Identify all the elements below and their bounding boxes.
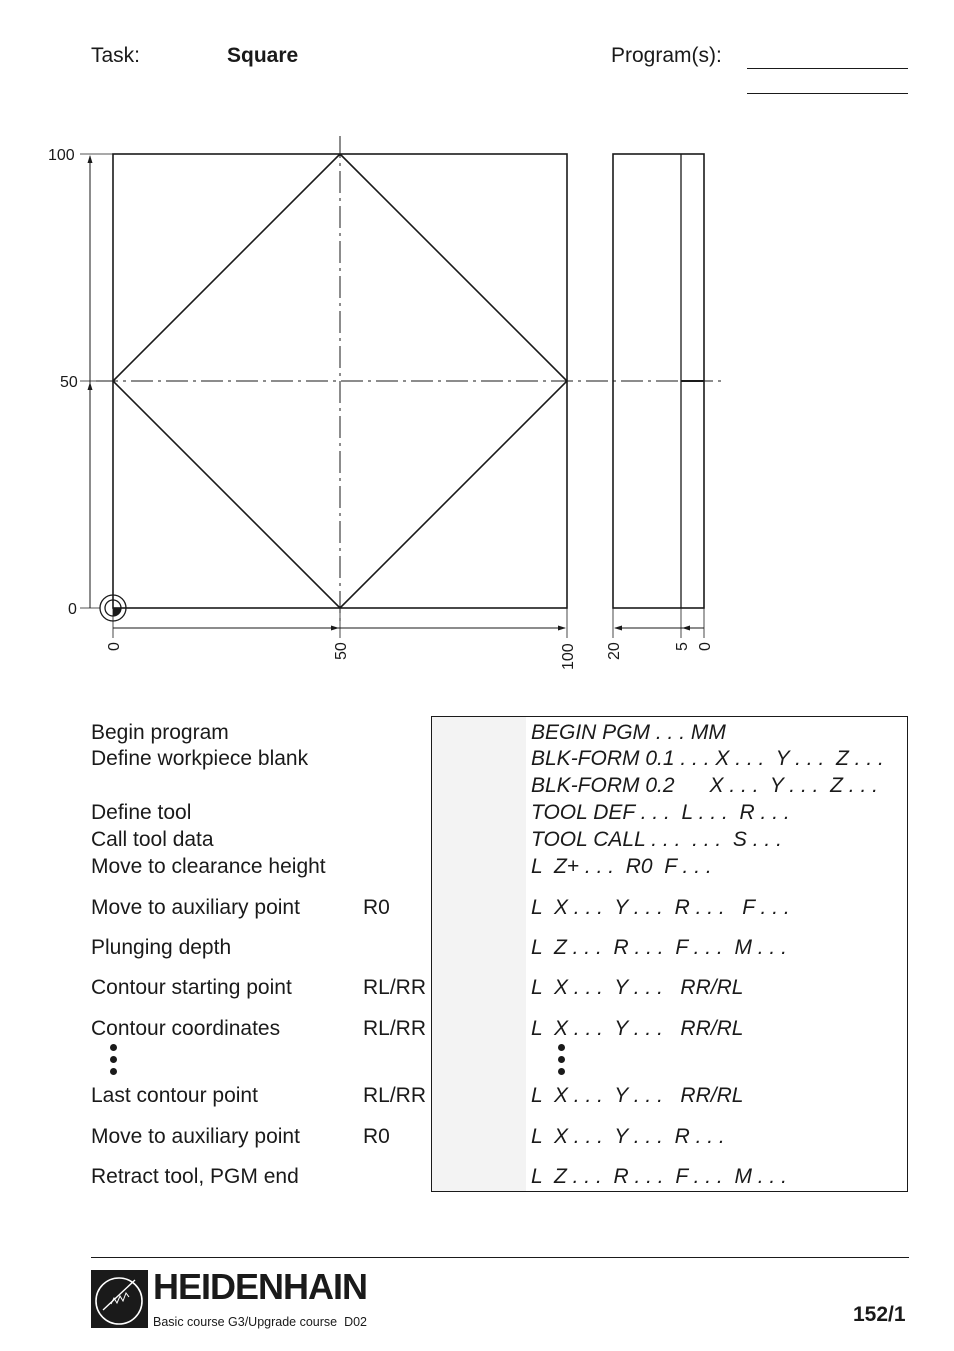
step-label: Define workpiece blank (91, 747, 309, 770)
task-label: Task: (91, 44, 141, 67)
task-value: Square (227, 44, 299, 67)
program-blank-1 (747, 68, 908, 69)
technical-drawing (0, 120, 954, 680)
step-compensation: R0 (363, 1125, 390, 1148)
x-label-0: 0 (106, 642, 123, 651)
step-code: BEGIN PGM . . . MM (531, 721, 726, 744)
step-code: L X . . . Y . . . RR/RL (531, 1084, 744, 1107)
step-code: L Z+ . . . R0 F . . . (531, 855, 712, 878)
course-info (153, 1315, 367, 1329)
page-number: 152/1 (853, 1303, 906, 1326)
heidenhain-logo-icon (91, 1270, 148, 1328)
x-label-50: 50 (333, 642, 350, 660)
step-code: L Z . . . R . . . F . . . M . . . (531, 936, 787, 959)
step-label: Move to auxiliary point (91, 1125, 300, 1148)
programs-label: Program(s): (611, 44, 722, 67)
step-label: Move to clearance height (91, 855, 326, 878)
y-label-100: 100 (48, 147, 75, 164)
y-label-50: 50 (60, 374, 78, 391)
brand-name: HEIDENHAIN (153, 1266, 368, 1307)
step-code: BLK-FORM 0.2 X . . . Y . . . Z . . . (531, 774, 878, 797)
footer-rule (91, 1257, 909, 1258)
step-label: Move to auxiliary point (91, 896, 300, 919)
step-code: BLK-FORM 0.1 . . . X . . . Y . . . Z . . . (531, 747, 884, 770)
step-label: Retract tool, PGM end (91, 1165, 299, 1188)
x-label-100: 100 (560, 643, 577, 670)
step-compensation: R0 (363, 896, 390, 919)
step-label: Call tool data (91, 828, 214, 851)
step-label: Contour starting point (91, 976, 292, 999)
course-code: D02 (344, 1315, 368, 1329)
continuation-dots-left (110, 1044, 118, 1080)
step-code: L X . . . Y . . . RR/RL (531, 1017, 744, 1040)
step-label: Last contour point (91, 1084, 258, 1107)
step-code: TOOL DEF . . . L . . . R . . . (531, 801, 790, 824)
z-label-20: 20 (606, 642, 623, 660)
z-label-5: 5 (674, 642, 691, 651)
step-code: L X . . . Y . . . R . . . F . . . (531, 896, 790, 919)
continuation-dots-right (558, 1044, 566, 1080)
step-label: Plunging depth (91, 936, 232, 959)
course-name: Basic course G3/Upgrade course (153, 1315, 338, 1329)
step-label: Contour coordinates (91, 1017, 281, 1040)
step-compensation: RL/RR (363, 1017, 427, 1040)
z-label-0: 0 (697, 642, 714, 651)
step-compensation: RL/RR (363, 976, 427, 999)
step-compensation: RL/RR (363, 1084, 427, 1107)
step-label: Define tool (91, 801, 192, 824)
y-label-0: 0 (68, 601, 77, 618)
step-code: L X . . . Y . . . RR/RL (531, 976, 744, 999)
program-blank-2 (747, 93, 908, 94)
step-code: L X . . . Y . . . R . . . (531, 1125, 725, 1148)
step-code: TOOL CALL . . . . . . S . . . (531, 828, 782, 851)
step-code: L Z . . . R . . . F . . . M . . . (531, 1165, 787, 1188)
step-label: Begin program (91, 721, 229, 744)
